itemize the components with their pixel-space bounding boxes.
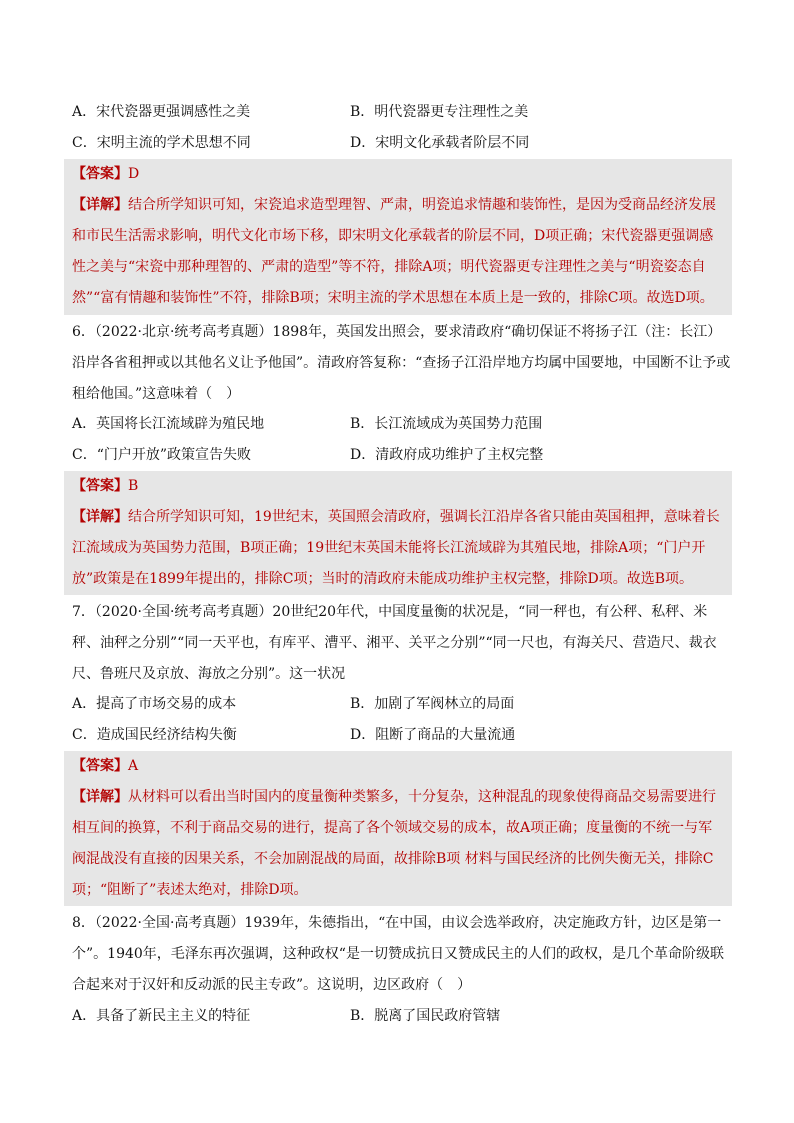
q6-option-b: B．长江流域成为英国势力范围 xyxy=(350,416,543,432)
q5-answer-value: D xyxy=(128,166,140,182)
q8-option-a: A．具备了新民主主义的特征 xyxy=(72,1008,251,1024)
q7-answer-value: A xyxy=(128,758,139,774)
q7-options-row-1 xyxy=(72,692,732,716)
q7-option-c: C．造成国民经济结构失衡 xyxy=(72,727,237,743)
q7-detail-tag: 【详解】 xyxy=(72,789,128,805)
q8-stem: 8．（2022·全国·高考真题）1939年，朱德指出，“在中国，由议会选举政府，决定施政方针，边区是第一个”。1940年，毛泽东再次强调，这种政权“是一切赞成抗日又赞成民主的人们的政权，是几个革命阶级联合起来对于汉奸和反动派的民主专政”。这说明，边区政府（ ） xyxy=(72,915,724,993)
q6-answer-block xyxy=(64,471,732,502)
q5-detail-tag: 【详解】 xyxy=(72,197,128,213)
q6-options-row-2 xyxy=(72,443,732,467)
q6-detail-block xyxy=(64,502,732,595)
q7-option-a: A．提高了市场交易的成本 xyxy=(72,696,237,712)
q6-detail-tag: 【详解】 xyxy=(72,509,128,525)
q6-detail-text: 结合所学知识可知，19世纪末，英国照会清政府，强调长江沿岸各省只能由英国租押，意味着长江流域成为英国势力范围，B项正确；19世纪末英国未能将长江流域辟为其殖民地，排除A项；“门户开放”政策是在1899年提出的，排除C项；当时的清政府未能成功维护主权完整，排除D项。故选B项。 xyxy=(72,509,720,587)
q6-stem: 6．（2022·北京·统考高考真题）1898年，英国发出照会，要求清政府“确切保证不将扬子江（注：长江）沿岸各省租押或以其他名义让予他国”。清政府答复称：“查扬子江沿岸地方均属中国要地，中国断不让予或租给他国。”这意味着（ ） xyxy=(72,324,731,402)
q7-options-row-2 xyxy=(72,723,732,747)
q7-detail-text: 从材料可以看出当时国内的度量衡种类繁多，十分复杂，这种混乱的现象使得商品交易需要进行相互间的换算，不利于商品交易的进行，提高了各个领域交易的成本，故A项正确；度量衡的不统一与军阀混战没有直接的因果关系，不会加剧混战的局面，故排除B项 材料与国民经济的比例失衡无关，排除C项；“阻断了”表述太绝对，排除D项。 xyxy=(72,789,716,898)
q7-detail-block xyxy=(64,782,732,906)
q5-options-row-2 xyxy=(72,131,732,155)
q6-option-c: C．“门户开放”政策宣告失败 xyxy=(72,447,252,463)
q7-answer-block xyxy=(64,751,732,782)
q8-option-b: B．脱离了国民政府管辖 xyxy=(350,1008,501,1024)
q5-option-a: A．宋代瓷器更强调感性之美 xyxy=(72,104,251,120)
q5-options-row-1 xyxy=(72,100,732,124)
q5-answer-block xyxy=(64,159,732,190)
q6-option-a: A．英国将长江流域辟为殖民地 xyxy=(72,416,265,432)
q5-detail-block xyxy=(64,190,732,315)
q7-option-d: D．阻断了商品的大量流通 xyxy=(350,727,516,743)
q5-answer-tag: 【答案】 xyxy=(72,166,128,182)
q8-options-row-1 xyxy=(72,1004,732,1028)
q7-answer-tag: 【答案】 xyxy=(72,758,128,774)
q6-answer-tag: 【答案】 xyxy=(72,478,128,494)
q5-option-c: C．宋明主流的学术思想不同 xyxy=(72,135,251,151)
q5-detail-text: 结合所学知识可知，宋瓷追求造型理智、严肃，明瓷追求情趣和装饰性，是因为受商品经济发展和市民生活需求影响，明代文化市场下移，即宋明文化承载者的阶层不同，D项正确；宋代瓷器更强调感性之美与“宋瓷中那种理智的、严肃的造型”等不符，排除A项；明代瓷器更专注理性之美与“明瓷姿态自然”“富有情趣和装饰性”不符，排除B项；宋明主流的学术思想在本质上是一致的，排除C项。故选D项。 xyxy=(72,197,716,306)
q6-answer-value: B xyxy=(128,478,139,494)
q7-stem: 7．（2020·全国·统考高考真题）20世纪20年代，中国度量衡的状况是，“同一秤也，有公秤、私秤、米秤、油秤之分别”“同一天平也，有库平、漕平、湘平、关平之分别”“同一尺也，有海关尺、营造尺、裁衣尺、鲁班尺及京放、海放之分别”。这一状况 xyxy=(72,604,717,682)
q6-option-d: D．清政府成功维护了主权完整 xyxy=(350,447,544,463)
q6-options-row-1 xyxy=(72,412,732,436)
q5-option-d: D．宋明文化承载者阶层不同 xyxy=(350,135,530,151)
q5-option-b: B．明代瓷器更专注理性之美 xyxy=(350,104,529,120)
q7-option-b: B．加剧了军阀林立的局面 xyxy=(350,696,515,712)
